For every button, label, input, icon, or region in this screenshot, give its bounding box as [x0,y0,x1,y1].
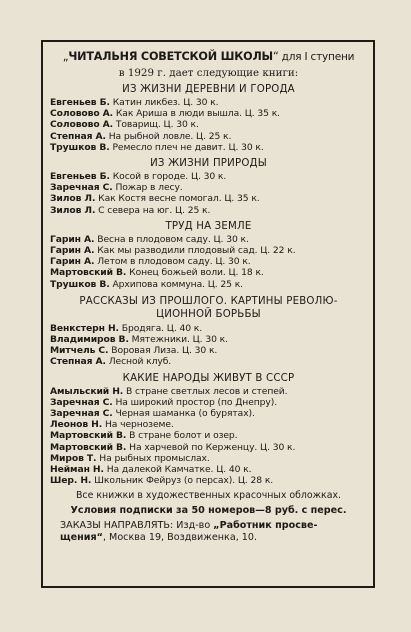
book-title: Косой в городе. Ц. 30 к. [112,171,227,183]
order-publisher-prefix: Изд-во [176,520,211,532]
book-author: Шер. Н. [50,475,92,487]
book-author: Мартовский В. [50,441,127,453]
book-entry [50,108,367,119]
book-title: На черноземе. [104,419,174,431]
book-author: Евгеньев Б. [50,171,110,183]
book-title: Катин ликбез. Ц. 30 к. [112,97,219,108]
book-list [50,234,367,290]
subscription-conditions: Условия подписки за 50 номеров—8 руб. с перес. [70,505,347,517]
book-title: В стране болот и озер. [129,430,238,442]
book-list [50,97,367,153]
order-address [50,520,367,544]
book-author: Гарин А. [50,233,95,245]
book-entry [50,256,367,267]
book-title: Конец божьей воли. Ц. 18 к. [129,267,264,279]
book-title: Бродяга. Ц. 40 к. [121,322,203,334]
book-author: Миров Т. [50,452,97,464]
book-author: Соловово А. [50,108,114,120]
book-title: Лесной клуб. [108,356,172,368]
book-title: Мятежники. Ц. 30 к. [131,334,228,346]
covers-note: Все книжки в художественных красочных обложках. [75,490,341,502]
book-author: Степная А. [50,130,106,142]
publisher-address: , Москва 19, Воздвиженка, 10. [102,532,258,544]
book-entry [50,430,367,441]
book-entry [50,171,367,182]
book-author: Трушков В. [50,278,110,290]
book-title: Ремесло плеч не давит. Ц. 30 к. [112,141,264,153]
book-entry [50,142,367,153]
book-title: На рыбных промыслах. [99,452,210,464]
title-tail: для I ступени [278,51,355,63]
book-entry [50,279,367,290]
magazine-title: ЧИТАЛЬНЯ СОВЕТСКОЙ ШКОЛЫ [68,50,273,63]
open-quote: „ [62,50,69,63]
book-author: Заречная С. [50,396,113,408]
advertisement-frame [41,40,375,588]
book-entry [50,182,367,193]
book-author: Владимиров В. [50,334,129,346]
book-entry [50,419,367,430]
book-author: Евгеньев Б. [50,97,110,108]
section-title [50,221,367,232]
order-label: ЗАКАЗЫ НАПРАВЛЯТЬ: [60,520,174,532]
book-entry [50,119,367,130]
publisher-name: „Работник просве- [213,520,318,532]
section-title-line: ИЗ ЖИЗНИ ДЕРЕВНИ И ГОРОДА [122,84,295,95]
book-author: Степная А. [50,356,106,368]
section-title [50,84,367,95]
book-author: Трушков В. [50,141,110,153]
book-entry [50,267,367,278]
book-entry [50,356,367,367]
section-title-line: ИЗ ЖИЗНИ ПРИРОДЫ [150,158,267,170]
book-entry [50,205,367,216]
book-title: Как Костя весне помогал. Ц. 35 к. [98,193,260,205]
book-title: Пожар в лесу. [115,182,183,194]
book-author: Заречная С. [50,182,113,194]
book-title: На рыбной ловле. Ц. 25 к. [108,130,232,142]
section-title [50,373,367,384]
book-author: Заречная С. [50,408,113,420]
book-title: Как Ариша в люди вышла. Ц. 35 к. [115,108,281,120]
book-author: Венкстерн Н. [50,322,119,334]
book-entry [50,408,367,419]
book-list [50,323,367,368]
book-author: Амыльский Н. [50,385,124,397]
section-title-line: РАССКАЗЫ ИЗ ПРОШЛОГО. КАРТИНЫ РЕВОЛЮ- [79,295,338,307]
book-author: Нейман Н. [50,464,104,476]
book-title: Весна в плодовом саду. Ц. 30 к. [97,233,249,245]
book-author: Зилов Л. [50,193,96,205]
book-author: Гарин А. [50,245,95,257]
book-entry [50,245,367,256]
book-entry [50,131,367,142]
book-sections [50,84,367,486]
book-author: Соловово А. [50,119,114,131]
book-title: На далекой Камчатке. Ц. 40 к. [106,464,252,476]
book-author: Мартовский В. [50,430,127,442]
book-title: В стране светлых лесов и степей. [126,385,288,397]
book-entry [50,334,367,345]
book-entry [50,97,367,108]
book-entry [50,453,367,464]
book-entry [50,193,367,204]
book-entry [50,386,367,397]
book-author: Гарин А. [50,256,95,268]
book-list [50,171,367,216]
book-title: Черная шаманка (о бурятах). [115,408,255,420]
book-author: Митчель С. [50,345,109,357]
book-title: На харчевой по Керженцу. Ц. 30 к. [129,441,296,453]
header-subtitle: в 1929 г. дает следующие книги: [118,67,299,79]
close-quote: “ [272,50,279,63]
book-title: С севера на юг. Ц. 25 к. [98,204,211,216]
book-title: На широкий простор (по Днепру). [115,396,278,408]
book-author: Леонов Н. [50,419,103,431]
book-title: Как мы разводили плодовый сад. Ц. 22 к. [97,245,296,257]
section-title-line: ТРУД НА ЗЕМЛЕ [165,220,252,232]
book-author: Мартовский В. [50,267,127,279]
book-title: Архипова коммуна. Ц. 25 к. [112,278,244,290]
book-entry [50,442,367,453]
book-entry [50,475,367,486]
book-list [50,386,367,487]
book-entry [50,234,367,245]
book-author: Зилов Л. [50,204,96,216]
book-entry [50,345,367,356]
section-title-line: КАКИЕ НАРОДЫ ЖИВУТ В СССР [122,372,295,384]
book-entry [50,323,367,334]
book-title: Воровая Лиза. Ц. 30 к. [111,345,218,357]
book-entry [50,397,367,408]
book-title: Товарищ. Ц. 30 к. [115,119,199,131]
header-title [50,50,367,63]
publisher-name-cont: щения“ [60,532,103,544]
section-title-line-2: ЦИОННОЙ БОРЬБЫ [156,308,261,320]
book-title: Летом в плодовом саду. Ц. 30 к. [97,256,251,268]
book-entry [50,464,367,475]
section-title [50,295,367,321]
book-title: Школьник Фейруз (о персах). Ц. 28 к. [94,475,274,487]
section-title [50,158,367,169]
